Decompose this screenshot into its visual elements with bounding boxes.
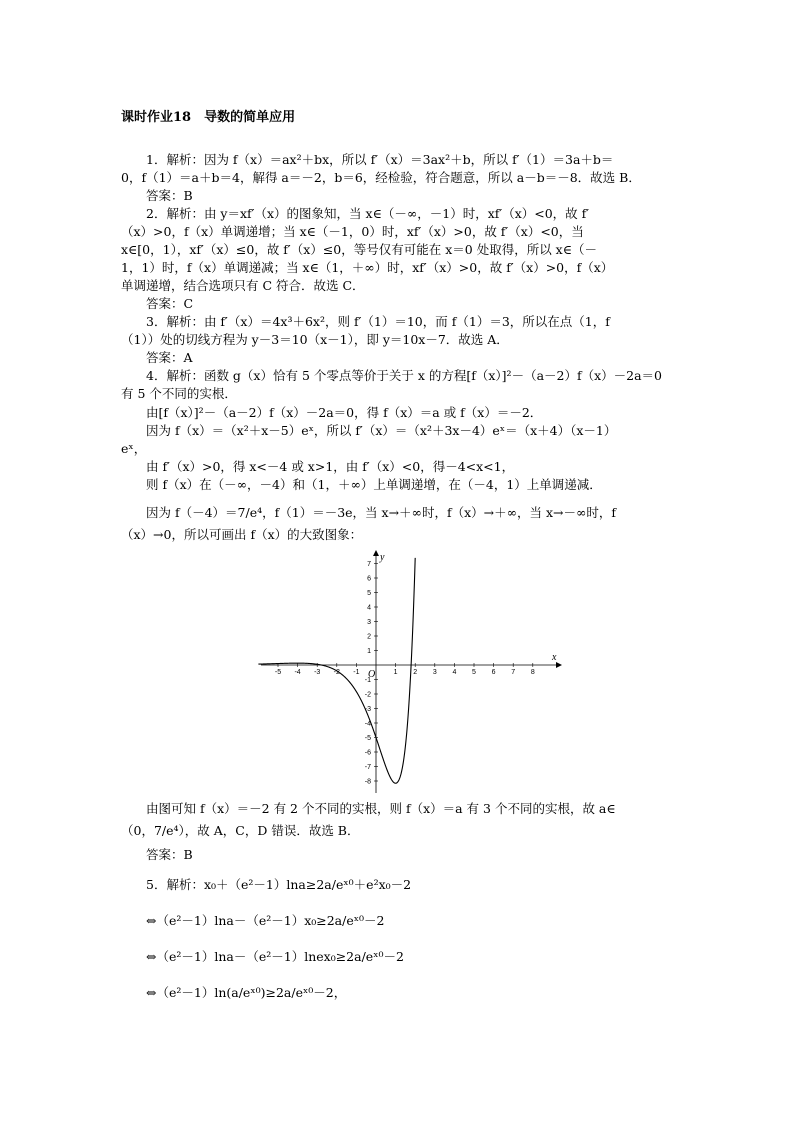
text-line: ⇔（e²－1）ln(a/eˣ⁰)≥2a/eˣ⁰－2， xyxy=(146,985,347,1000)
y-tick: 7 xyxy=(367,561,371,568)
answer-line: 答案：C xyxy=(146,296,194,311)
function-curve xyxy=(258,558,418,783)
y-tick: 5 xyxy=(367,590,371,597)
y-tick: -1 xyxy=(364,677,371,684)
y-tick: -3 xyxy=(364,706,371,713)
y-tick: -4 xyxy=(364,720,371,728)
x-tick: 5 xyxy=(472,669,476,676)
y-tick: -8 xyxy=(364,778,371,786)
origin-label: O xyxy=(368,669,376,680)
x-axis-arrow xyxy=(556,662,562,668)
y-axis-arrow xyxy=(373,550,379,556)
x-tick: 2 xyxy=(413,669,418,676)
text-line: 1．解析：因为 f（x）＝ax²＋bx，所以 f′（x）＝3ax²＋b，所以 f′（1）＝3a＋b＝ xyxy=(146,152,614,167)
page-title: 课时作业18 导数的简单应用 xyxy=(121,110,296,125)
text-line: x∈[0，1），xf′（x）≤0，故 f′（x）≤0，等号仅有可能在 x＝0 处取得，所以 x∈（－ xyxy=(121,242,597,257)
text-line: ⇔（e²－1）lna－（e²－1）lnex₀≥2a/eˣ⁰－2 xyxy=(146,949,404,964)
x-tick: -1 xyxy=(353,669,360,676)
answer-line: 答案：A xyxy=(146,350,193,365)
x-tick: 7 xyxy=(511,669,516,676)
text-line: 4．解析：函数 g（x）恰有 5 个零点等价于关于 x 的方程[f（x）]²－（a－2）f（x）－2a＝0 xyxy=(146,368,663,383)
x-tick: -5 xyxy=(274,669,282,676)
x-tick: 8 xyxy=(530,669,535,676)
text-line: （x）→0，所以可画出 f（x）的大致图象： xyxy=(121,527,363,542)
function-graph xyxy=(256,548,576,798)
y-axis-label: y xyxy=(380,552,385,563)
text-line: 有 5 个不同的实根． xyxy=(121,386,237,401)
text-line: 因为 f（－4）＝7/e⁴，f（1）＝－3e，当 x→＋∞时，f（x）→＋∞，当 x→－∞时，f xyxy=(146,505,617,520)
y-tick: 6 xyxy=(367,575,371,583)
text-line: 3．解析：由 f′（x）＝4x³＋6x²，则 f′（1）＝10，而 f（1）＝3，所以在点（1，f xyxy=(146,314,610,329)
x-tick: 6 xyxy=(491,669,496,676)
text-line: （1））处的切线方程为 y－3＝10（x－1），即 y＝10x－7．故选 A． xyxy=(121,332,509,347)
y-tick: 4 xyxy=(367,604,371,612)
x-tick: 3 xyxy=(432,669,437,676)
text-line: 5．解析：x₀＋（e²－1）lna≥2a/eˣ⁰＋e²x₀－2 xyxy=(146,877,412,892)
text-line: eˣ， xyxy=(121,441,147,456)
text-line: 2．解析：由 y＝xf′（x）的图象知，当 x∈（－∞，－1）时，xf′（x）<0，故 f′ xyxy=(146,206,590,221)
y-tick: -6 xyxy=(364,749,371,757)
text-line: 单调递增，结合选项只有 C 符合．故选 C． xyxy=(121,278,365,293)
text-line: 因为 f（x）＝（x²＋x－5）eˣ，所以 f′（x）＝（x²＋3x－4）eˣ＝（x＋4）（x－1） xyxy=(146,423,617,438)
x-tick: -3 xyxy=(314,669,321,676)
answer-line: 答案：B xyxy=(146,188,193,203)
text-line: （x）>0，f（x）单调递增；当 x∈（－1，0）时，xf′（x）>0，故 f′（x）<0，当 xyxy=(121,224,584,239)
text-line: （0，7/e⁴），故 A，C，D 错误．故选 B． xyxy=(121,823,360,838)
y-tick: -7 xyxy=(364,764,371,771)
x-tick: -4 xyxy=(294,669,301,676)
x-tick: 1 xyxy=(393,669,398,676)
text-line: 由[f（x）]²－（a－2）f（x）－2a＝0，得 f（x）＝a 或 f（x）＝－2． xyxy=(146,405,543,420)
text-line: 0，f（1）＝a＋b＝4，解得 a＝－2，b＝6，经检验，符合题意，所以 a－b＝－8．故选 B． xyxy=(121,170,641,185)
text-line: ⇔（e²－1）lna－（e²－1）x₀≥2a/eˣ⁰－2 xyxy=(146,913,385,928)
y-tick: -2 xyxy=(364,691,371,699)
x-tick: -2 xyxy=(333,669,340,676)
x-tick: 4 xyxy=(452,669,457,676)
text-line: 由图可知 f（x）＝－2 有 2 个不同的实根，则 f（x）＝a 有 3 个不同的实根，故 a∈ xyxy=(146,801,616,816)
text-line: 由 f′（x）>0，得 x<－4 或 x>1，由 f′（x）<0，得－4<x<1， xyxy=(146,459,515,474)
y-tick: 2 xyxy=(367,633,371,641)
text-line: 1，1）时，f（x）单调递减；当 x∈（1，＋∞）时，xf′（x）>0，故 f′（x）>0，f（x） xyxy=(121,260,614,275)
y-tick: 3 xyxy=(367,619,371,626)
y-tick: 1 xyxy=(367,648,371,655)
answer-line: 答案：B xyxy=(146,847,193,862)
text-line: 则 f（x）在（－∞，－4）和（1，＋∞）上单调递增，在（－4，1）上单调递减． xyxy=(146,477,602,492)
y-tick: -5 xyxy=(364,735,371,742)
x-axis-label: x xyxy=(552,652,557,663)
